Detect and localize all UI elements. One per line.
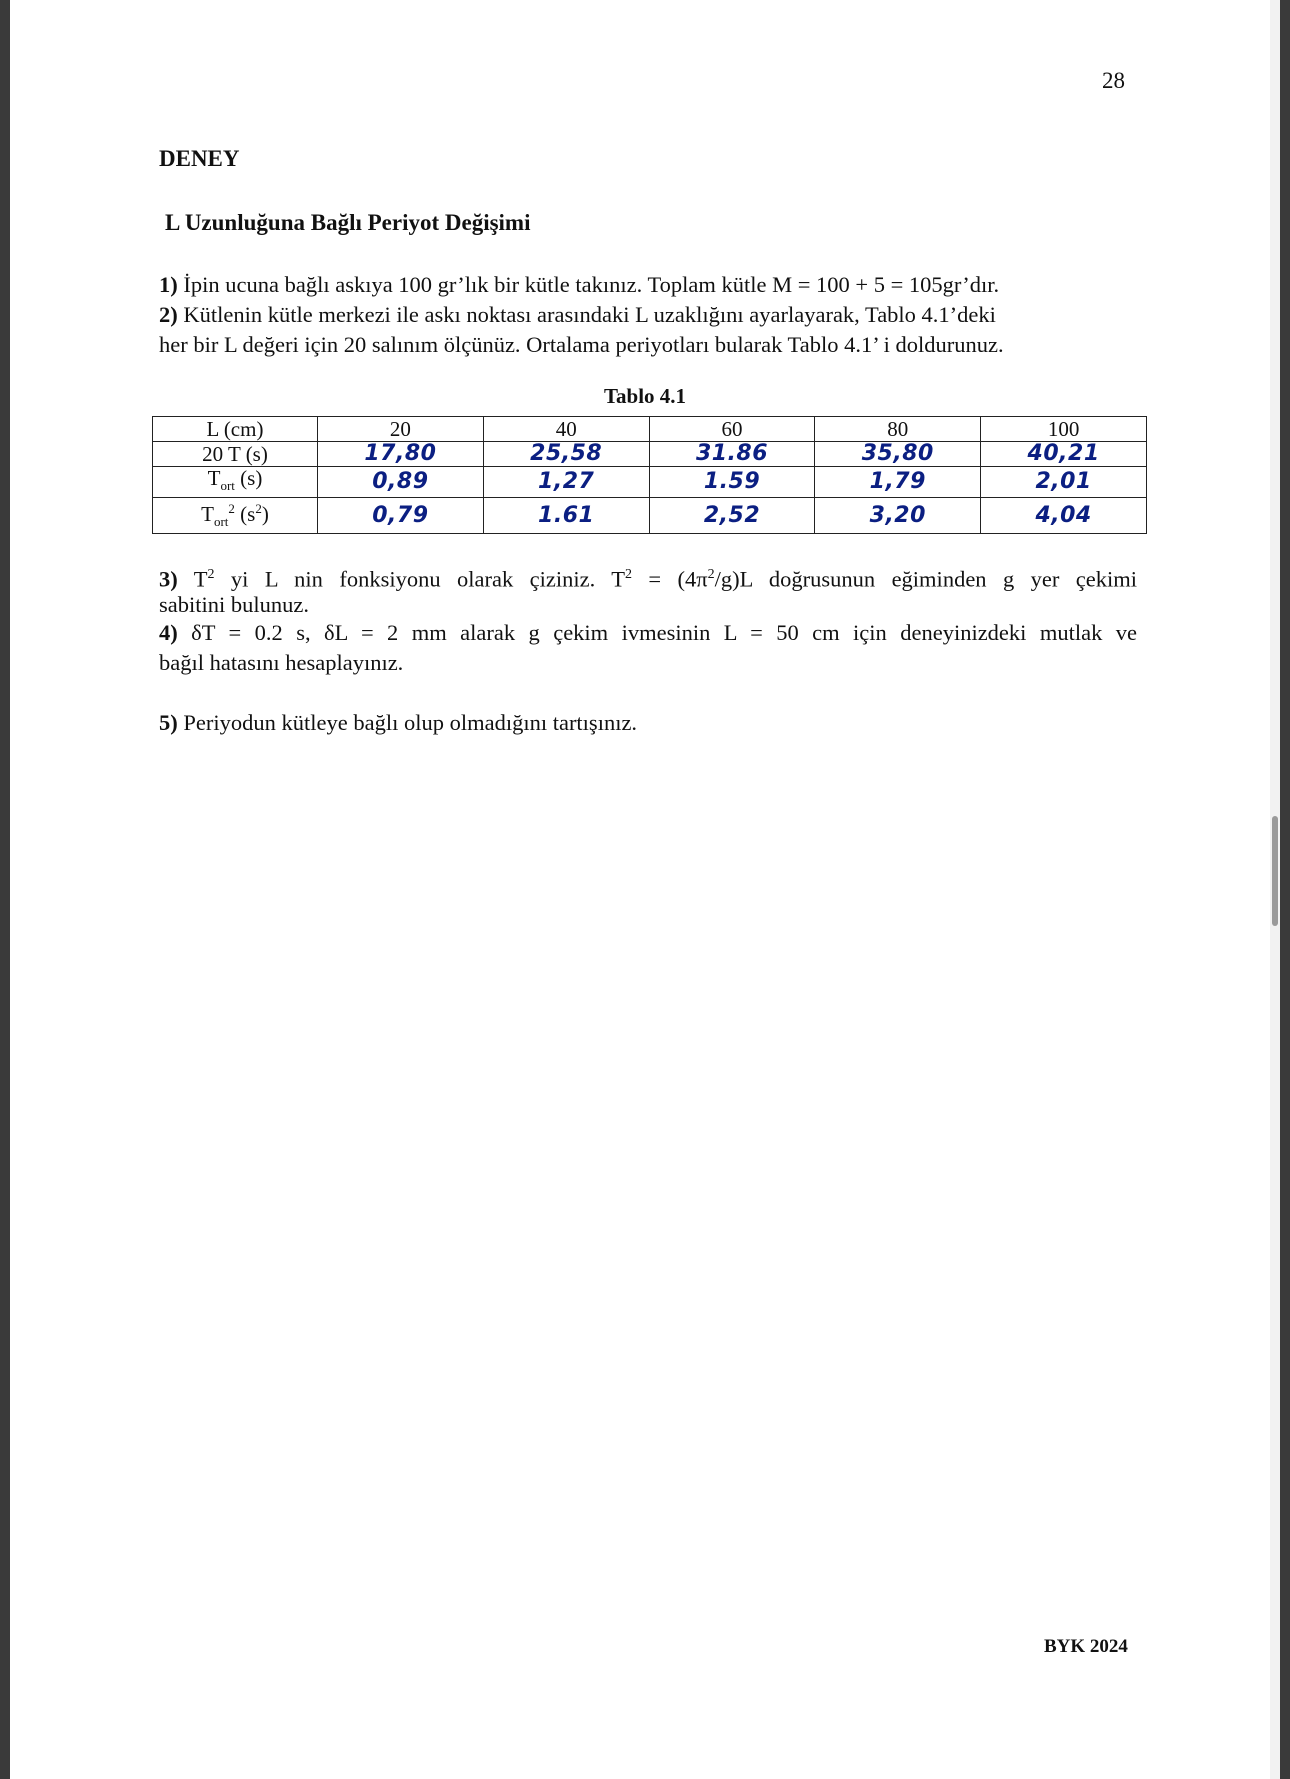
handwritten-cell: 17,80 bbox=[318, 442, 484, 467]
document-page bbox=[10, 0, 1280, 1779]
page-number: 28 bbox=[1102, 68, 1125, 93]
table-row bbox=[153, 417, 1147, 442]
step-3-continued: sabitini bulunuz. bbox=[159, 592, 309, 617]
experiment-title: L Uzunluğuna Bağlı Periyot Değişimi bbox=[165, 210, 531, 235]
table-row bbox=[153, 467, 1147, 498]
footer-label: BYK 2024 bbox=[1044, 1636, 1128, 1657]
header-cell: 60 bbox=[649, 417, 815, 442]
handwritten-cell: 2,52 bbox=[649, 498, 815, 534]
handwritten-cell: 1.61 bbox=[483, 498, 649, 534]
handwritten-cell: 0,79 bbox=[318, 498, 484, 534]
handwritten-cell: 2,01 bbox=[981, 467, 1147, 498]
step-4: 4) δT = 0.2 s, δL = 2 mm alarak g çekim ivmesinin L = 50 cm için deneyinizdeki mutlak ve bbox=[159, 620, 1137, 645]
table-title: Tablo 4.1 bbox=[603, 384, 687, 408]
step-2: 2) Kütlenin kütle merkezi ile askı noktası arasındaki L uzaklığını ayarlayarak, Tablo 4.1’deki bbox=[159, 302, 996, 327]
header-cell: 20 bbox=[318, 417, 484, 442]
scroll-thumb[interactable] bbox=[1272, 816, 1278, 926]
header-cell: 100 bbox=[981, 417, 1147, 442]
scrollbar[interactable] bbox=[1270, 0, 1280, 1779]
handwritten-cell: 25,58 bbox=[483, 442, 649, 467]
handwritten-cell: 0,89 bbox=[318, 467, 484, 498]
row-label-tort: $T_{ort}$ (s) bbox=[153, 467, 318, 498]
handwritten-cell: 3,20 bbox=[815, 498, 981, 534]
table-row bbox=[153, 498, 1147, 534]
handwritten-cell: 1,27 bbox=[483, 467, 649, 498]
handwritten-cell: 31.86 bbox=[649, 442, 815, 467]
measurement-table bbox=[152, 416, 1147, 534]
header-cell: 40 bbox=[483, 417, 649, 442]
handwritten-cell: 1,79 bbox=[815, 467, 981, 498]
handwritten-cell: 1.59 bbox=[649, 467, 815, 498]
table-row bbox=[153, 442, 1147, 467]
header-cell: 80 bbox=[815, 417, 981, 442]
step-5: 5) Periyodun kütleye bağlı olup olmadığını tartışınız. bbox=[159, 710, 638, 735]
handwritten-cell: 35,80 bbox=[815, 442, 981, 467]
step-1: 1) İpin ucuna bağlı askıya 100 gr’lık bir kütle takınız. Toplam kütle M = 100 + 5 = 105gr’dır. bbox=[159, 272, 1000, 297]
step-3: 3) $T^2$ yi L nin fonksiyonu olarak çiziniz. $T^2 = (4\pi^2/g)L$ doğrusunun eğiminden g yer çekimi bbox=[159, 566, 1137, 592]
row-label-20T: 20 T (s) bbox=[153, 442, 318, 467]
handwritten-cell: 40,21 bbox=[981, 442, 1147, 467]
row-label-tort2: $T_{ort}^2$ $(s^2)$ bbox=[153, 498, 318, 534]
section-heading: DENEY bbox=[159, 146, 240, 171]
step-2-continued: her bir L değeri için 20 salınım ölçünüz. Ortalama periyotları bularak Tablo 4.1’ i doldurunuz. bbox=[159, 332, 1004, 357]
handwritten-cell: 4,04 bbox=[981, 498, 1147, 534]
header-label: L (cm) bbox=[153, 417, 318, 442]
step-4-continued: bağıl hatasını hesaplayınız. bbox=[159, 650, 404, 675]
